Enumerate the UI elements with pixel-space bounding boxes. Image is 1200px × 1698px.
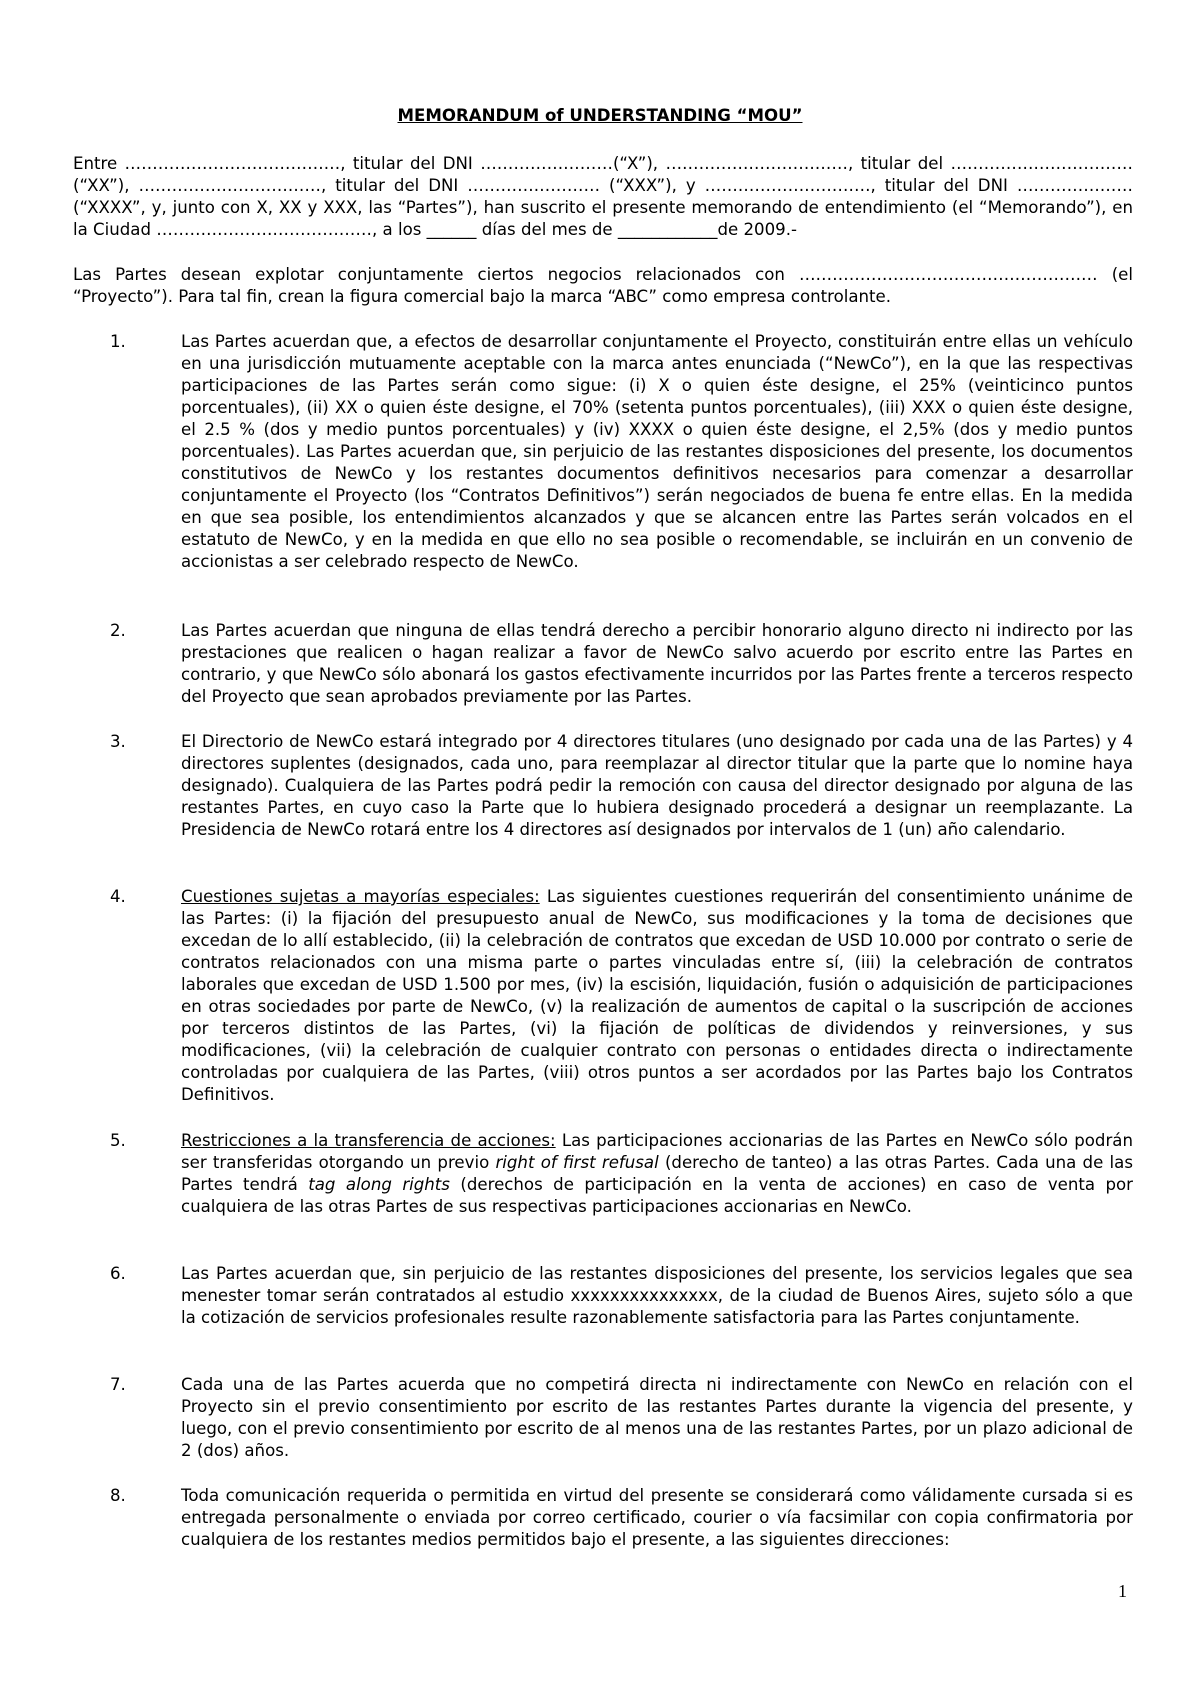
clause-number: 6. (110, 1264, 126, 1283)
clause-body: (derechos de participación en la venta de acciones) en caso de venta por cualquiera de las otras Partes de sus respectivas participaciones accionarias en NewCo. (181, 1175, 1134, 1216)
clause-number: 5. (110, 1131, 126, 1150)
intro-paragraph: Entre …………………………………, titular del DNI ……………………(“X”), ……………………………, titular del …………………………… (“XX”), ……………………………, titular del DNI …………………… (“XXX”), y …………………………, titular del DNI ………………… (“XXXX”, y, junto con X, XX y XXX, las “Partes”), han suscrito el presente memorando de entendimiento (el “Memorando”), en la Ciudad …………………………………, a los ______ días del mes de ____________de 2009.- (73, 154, 1133, 239)
clause-body: Las siguientes cuestiones requerirán del consentimiento unánime de las Partes: (i) la fijación del presupuesto anual de NewCo, sus modificaciones y la toma de decisiones que excedan de lo allí establecido, (ii) la celebración de contratos que excedan de USD 10.000 por contrato o serie de contratos relacionados con una misma parte o partes vinculadas entre sí, (iii) la celebración de contratos laborales que excedan de USD 1.500 por mes, (iv) la escisión, liquidación, fusión o adquisición de participaciones en otras sociedades por parte de NewCo, (v) la realización de aumentos de capital o la suscripción de acciones por terceros distintos de las Partes, (vi) la fijación de políticas de dividendos y reinversiones, y sus modificaciones, (vii) la celebración de cualquier contrato con personas o entidades directa o indirectamente controladas por cualquiera de las Partes, (viii) otros puntos a ser acordados por las Partes bajo los Contratos Definitivos. (181, 887, 1133, 1104)
page-number: 1 (1118, 1581, 1127, 1601)
clause-text: Cada una de las Partes acuerda que no competirá directa ni indirectamente con NewCo en relación con el Proyecto sin el previo consentimiento por escrito de las restantes Partes durante la vigencia del presente, y luego, con el previo consentimiento por escrito de al menos una de las restantes Partes, por un plazo adicional de 2 (dos) años. (181, 1375, 1133, 1460)
clause-text: Las Partes acuerdan que, sin perjuicio de las restantes disposiciones del presente, los servicios legales que sea menester tomar serán contratados al estudio xxxxxxxxxxxxxxx, de la ciudad de Buenos Aires, sujeto sólo a que la cotización de servicios profesionales resulte razonablemente satisfactoria para las Partes conjuntamente. (181, 1264, 1133, 1327)
italic-term: right of first refusal (495, 1153, 659, 1172)
clause-number: 3. (110, 732, 126, 751)
clause-number: 2. (110, 621, 126, 640)
clause-number: 4. (110, 887, 126, 906)
clause-text (181, 886, 1133, 1106)
clause-text: Las Partes acuerdan que ninguna de ellas tendrá derecho a percibir honorario alguno directo ni indirecto por las prestaciones que realicen o hagan realizar a favor de NewCo salvo acuerdo por escrito entre las Partes en contrario, y que NewCo sólo abonará los gastos efectivamente incurridos por las Partes frente a terceros respecto del Proyecto que sean aprobados previamente por las Partes. (181, 621, 1133, 706)
clause-text: El Directorio de NewCo estará integrado por 4 directores titulares (uno designado por cada una de las Partes) y 4 directores suplentes (designados, cada uno, para reemplazar al director titular que la parte que lo nomine haya designado). Cualquiera de las Partes podrá pedir la remoción con causa del director designado por alguna de las restantes Partes, en cuyo caso la Parte que lo hubiera designado procederá a designar un reemplazante. La Presidencia de NewCo rotará entre los 4 directores así designados por intervalos de 1 (un) año calendario. (181, 732, 1133, 839)
clause-text: Las Partes acuerdan que, a efectos de desarrollar conjuntamente el Proyecto, constituirán entre ellas un vehículo en una jurisdicción mutuamente aceptable con la marca antes enunciada (“NewCo”), en la que las respectivas participaciones de las Partes serán como sigue: (i) X o quien éste designe, el 25% (veinticinco puntos porcentuales), (ii) XX o quien éste designe, el 70% (setenta puntos porcentuales), (iii) XXX o quien éste designe, el 2.5 % (dos y medio puntos porcentuales) y (iv) XXXX o quien éste designe, el 2,5% (dos y medio puntos porcentuales). Las Partes acuerdan que, sin perjuicio de las restantes disposiciones del presente, los documentos constitutivos de NewCo y los restantes documentos definitivos necesarios para comenzar a desarrollar conjuntamente el Proyecto (los “Contratos Definitivos”) serán negociados de buena fe entre ellas. En la medida en que sea posible, los entendimientos alcanzados y que se alcancen entre las Partes serán volcados en el estatuto de NewCo, y en la medida en que ello no sea posible o recomendable, se incluirán en un convenio de accionistas a ser celebrado respecto de NewCo. (181, 332, 1133, 571)
clause-text: Toda comunicación requerida o permitida en virtud del presente se considerará como válidamente cursada si es entregada personalmente o enviada por correo certificado, courier o vía facsimilar con copia confirmatoria por cualquiera de los restantes medios permitidos bajo el presente, a las siguientes direcciones: (181, 1486, 1133, 1549)
clause-body: Las participaciones accionarias de las Partes en NewCo sólo podrán ser transferidas otorgando un previo (181, 1131, 1133, 1172)
purpose-paragraph: Las Partes desean explotar conjuntamente ciertos negocios relacionados con ……………………………………………… (el “Proyecto”). Para tal fin, crean la figura comercial bajo la marca “ABC” como empresa controlante. (73, 265, 1133, 306)
clause-text (181, 1130, 1133, 1218)
clause-number: 1. (110, 332, 126, 351)
clause-number: 7. (110, 1375, 126, 1394)
italic-term: tag along rights (308, 1175, 450, 1194)
document-title: MEMORANDUM of UNDERSTANDING “MOU” (397, 106, 803, 125)
clause-body: (derecho de tanteo) a las otras Partes. Cada una de las Partes tendrá (181, 1153, 1133, 1194)
clause-heading: Cuestiones sujetas a mayorías especiales: (181, 887, 540, 906)
clause-number: 8. (110, 1486, 126, 1505)
clause-heading: Restricciones a la transferencia de acciones: (181, 1131, 556, 1150)
